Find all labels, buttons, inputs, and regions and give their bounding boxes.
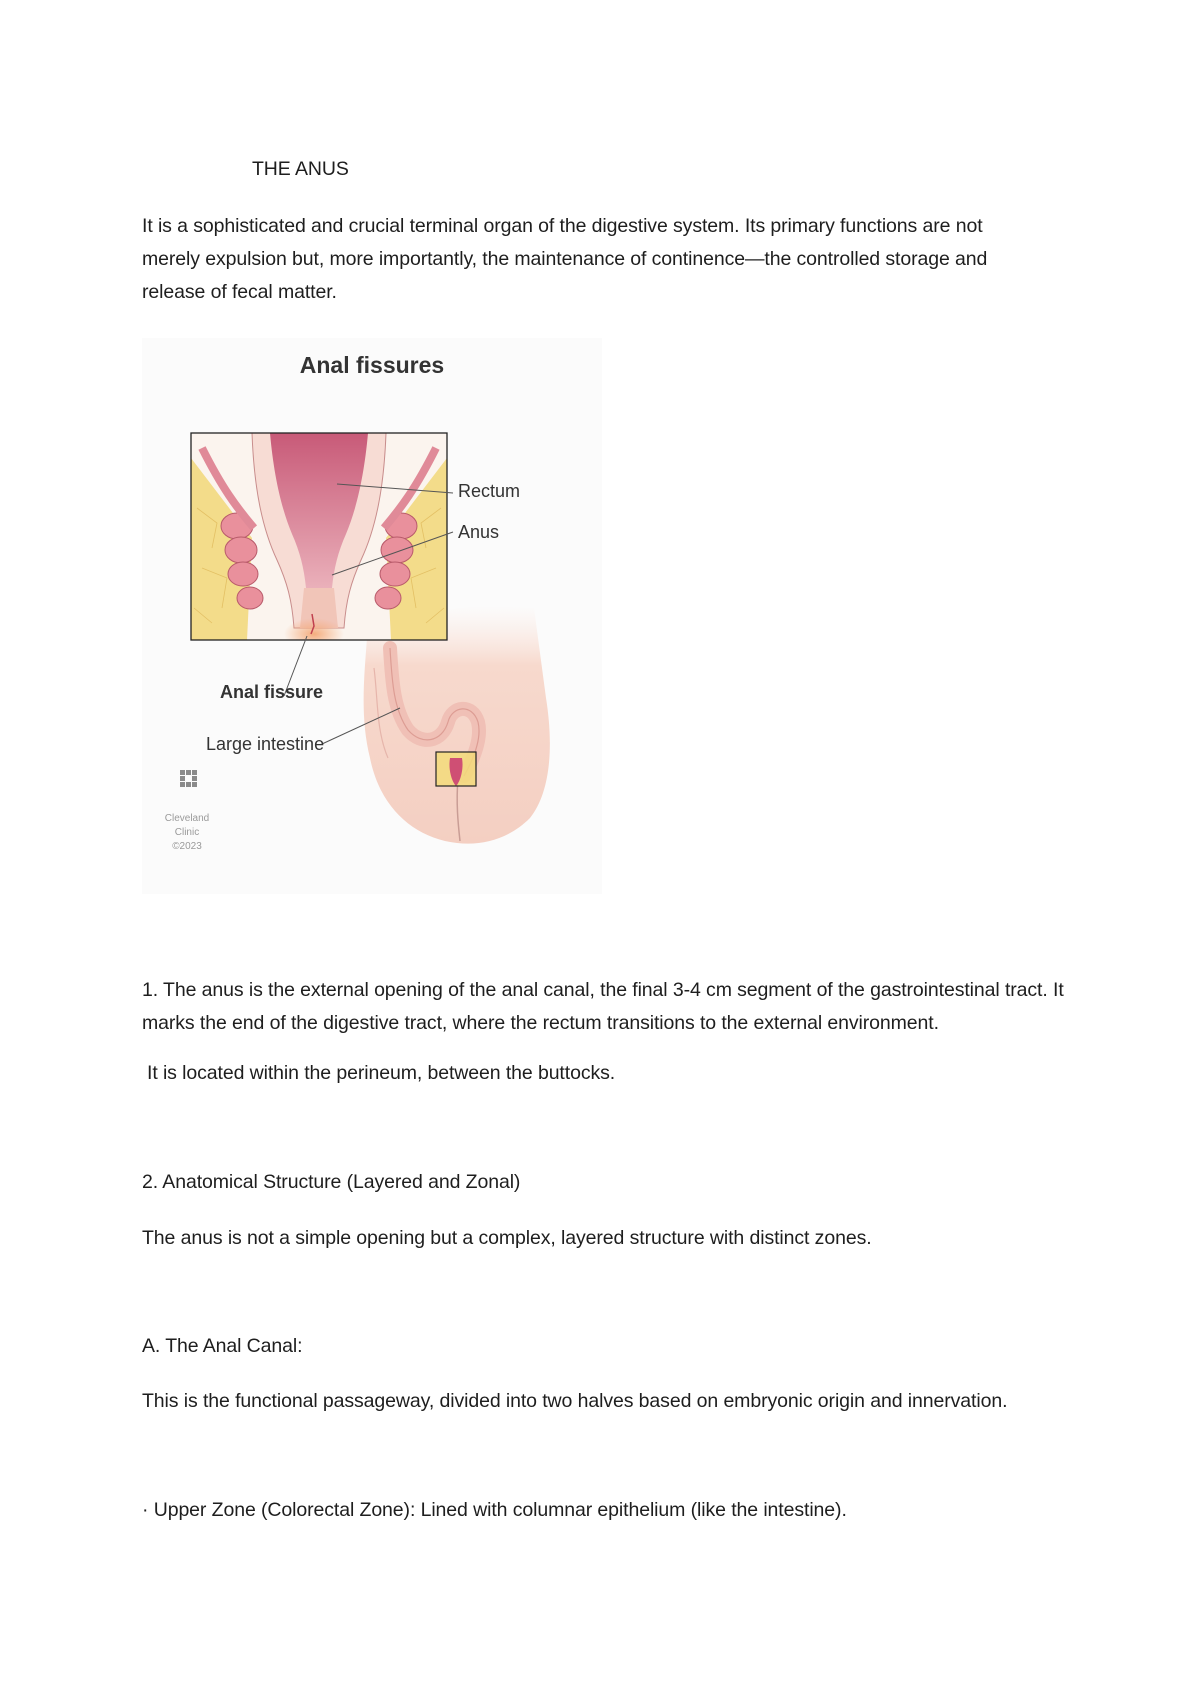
cross-section-inset (191, 433, 447, 650)
label-anus: Anus (458, 522, 500, 542)
subsection-a-heading: A. The Anal Canal: (142, 1335, 303, 1357)
torso-illustration (364, 606, 550, 844)
section1-paragraph: 1. The anus is the external opening of the anal canal, the final 3-4 cm segment of the gastrointestinal tract. It marks the end of the digestive tract, where the rectum transitions to the external environment. (142, 979, 1064, 1034)
figure-title: Anal fissures (299, 352, 445, 378)
intro-paragraph: It is a sophisticated and crucial terminal organ of the digestive system. Its primary functions are not merely expulsion but, more importantly, the maintenance of continence—the controlled storage and release of fecal matter. (142, 215, 988, 303)
section1-location: It is located within the perineum, between the buttocks. (147, 1062, 616, 1084)
document-title: THE ANUS (252, 158, 349, 180)
logo-name-line1: Cleveland (164, 813, 210, 824)
label-rectum: Rectum (458, 481, 521, 501)
section2-paragraph: The anus is not a simple opening but a complex, layered structure with distinct zones. (142, 1227, 872, 1249)
cleveland-clinic-logo-icon (180, 770, 197, 787)
subsection-a-paragraph: This is the functional passageway, divided into two halves based on embryonic origin and innervation. (142, 1390, 1008, 1412)
anatomy-illustration (142, 338, 602, 894)
label-anal-fissure: Anal fissure (220, 682, 324, 702)
logo-name-line2: Clinic (174, 827, 200, 838)
upper-zone-bullet: · Upper Zone (Colorectal Zone): Lined with columnar epithelium (like the intestine). (142, 1499, 847, 1521)
label-large-intestine: Large intestine (206, 734, 325, 754)
logo-year: ©2023 (172, 841, 202, 852)
section2-heading: 2. Anatomical Structure (Layered and Zonal) (142, 1171, 521, 1193)
anal-fissures-figure (142, 338, 602, 894)
